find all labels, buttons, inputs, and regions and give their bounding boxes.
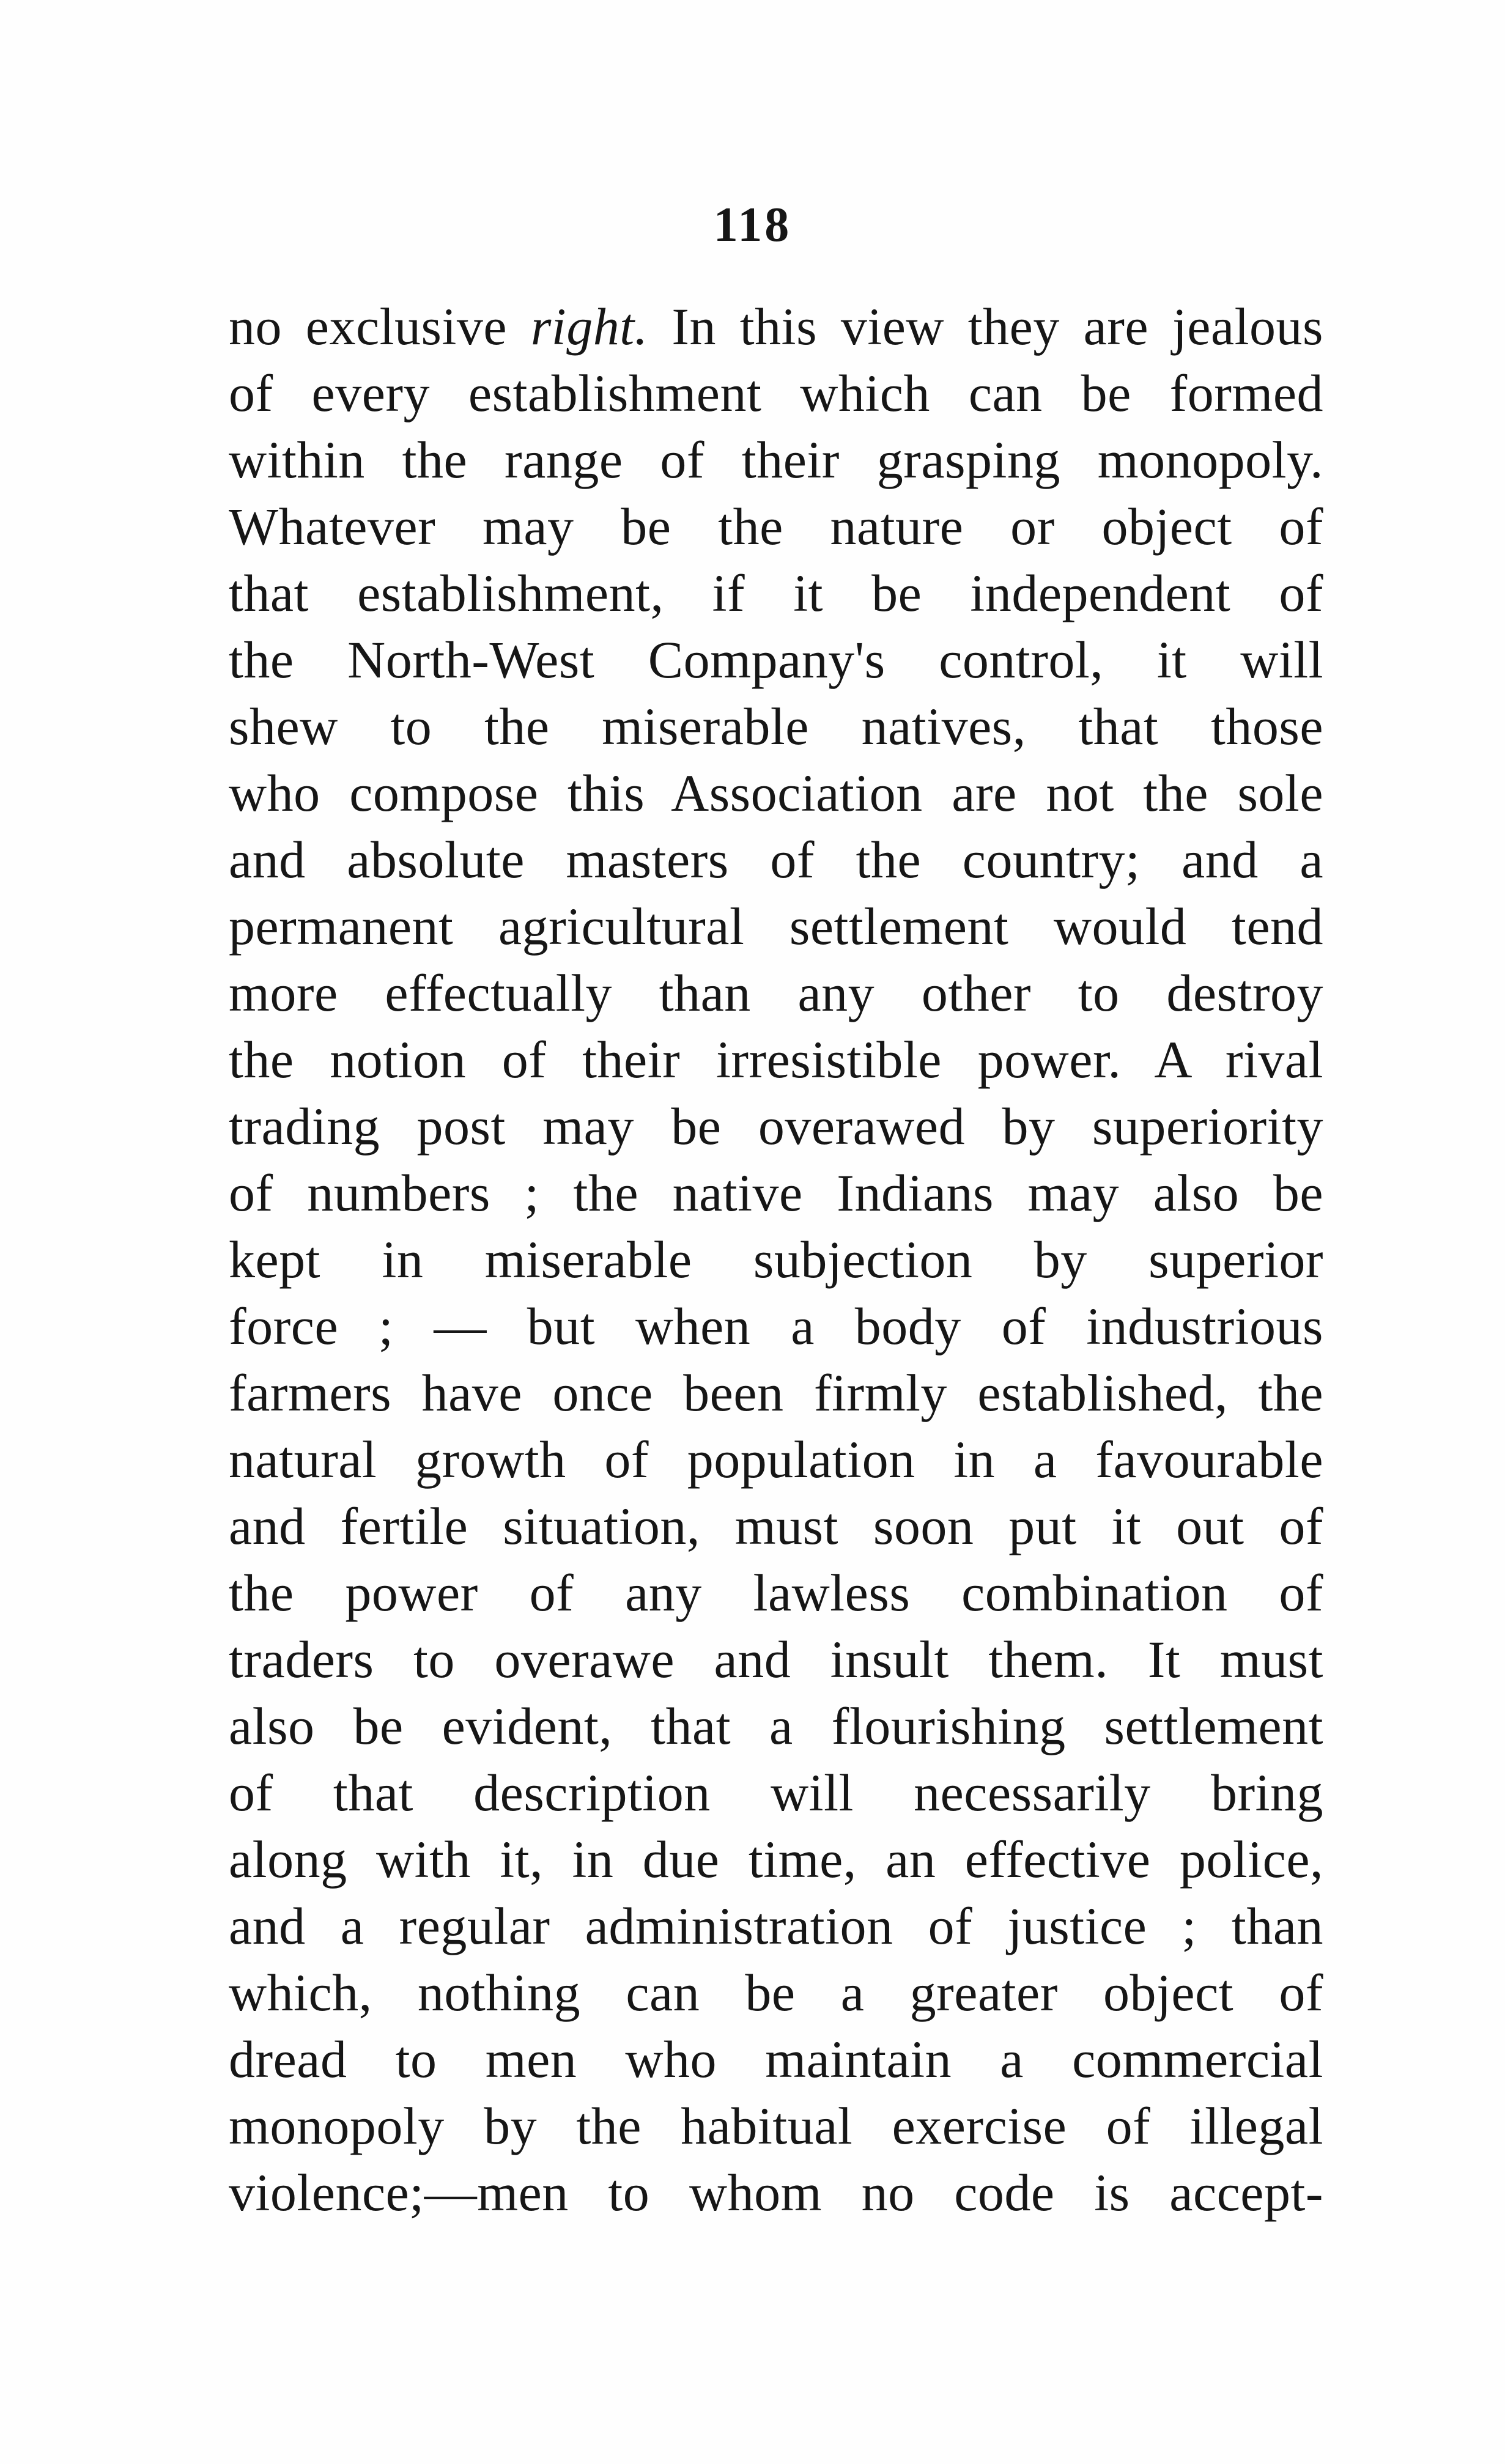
text-line: more effectually than any other to destroy bbox=[229, 964, 1323, 1022]
text-line: which, nothing can be a greater object of bbox=[229, 1963, 1323, 2022]
text-line: who compose this Association are not the sole bbox=[229, 764, 1323, 822]
text-line: of numbers ; the native Indians may also be bbox=[229, 1164, 1323, 1222]
text-line: natural growth of population in a favourable bbox=[229, 1430, 1323, 1489]
text-line: violence;—men to whom no code is accept- bbox=[229, 2163, 1323, 2222]
text-line: kept in miserable subjection by superior bbox=[229, 1230, 1323, 1289]
body-text bbox=[229, 293, 1323, 2226]
text-line: monopoly by the habitual exercise of illegal bbox=[229, 2097, 1323, 2155]
text-line: dread to men who maintain a commercial bbox=[229, 2030, 1323, 2089]
text-line: of every establishment which can be formed bbox=[229, 364, 1323, 422]
italic-word: right. bbox=[530, 297, 648, 356]
text-line: and fertile situation, must soon put it out of bbox=[229, 1497, 1323, 1555]
text-line: permanent agricultural settlement would tend bbox=[229, 897, 1323, 956]
text-line: the power of any lawless combination of bbox=[229, 1563, 1323, 1622]
text-line: shew to the miserable natives, that those bbox=[229, 697, 1323, 756]
text-line: the North-West Company's control, it will bbox=[229, 630, 1323, 689]
text-line: and a regular administration of justice ; than bbox=[229, 1897, 1323, 1955]
text-line: trading post may be overawed by superiority bbox=[229, 1097, 1323, 1156]
text-line: farmers have once been firmly established, the bbox=[229, 1363, 1323, 1422]
text-line: traders to overawe and insult them. It must bbox=[229, 1630, 1323, 1689]
text-line: no exclusive right. In this view they are jealous bbox=[229, 297, 1323, 356]
text-line: force ; — but when a body of industrious bbox=[229, 1297, 1323, 1356]
text-line: also be evident, that a flourishing settlement bbox=[229, 1697, 1323, 1755]
text-line: that establishment, if it be independent of bbox=[229, 564, 1323, 622]
text-line: the notion of their irresistible power. A rival bbox=[229, 1030, 1323, 1089]
text-line: of that description will necessarily bring bbox=[229, 1763, 1323, 1822]
text-line: Whatever may be the nature or object of bbox=[229, 497, 1323, 556]
text-line: along with it, in due time, an effective police, bbox=[229, 1830, 1323, 1889]
text-line: and absolute masters of the country; and a bbox=[229, 830, 1323, 889]
page-number: 118 bbox=[713, 198, 792, 252]
text-line: within the range of their grasping monopoly. bbox=[229, 430, 1323, 489]
